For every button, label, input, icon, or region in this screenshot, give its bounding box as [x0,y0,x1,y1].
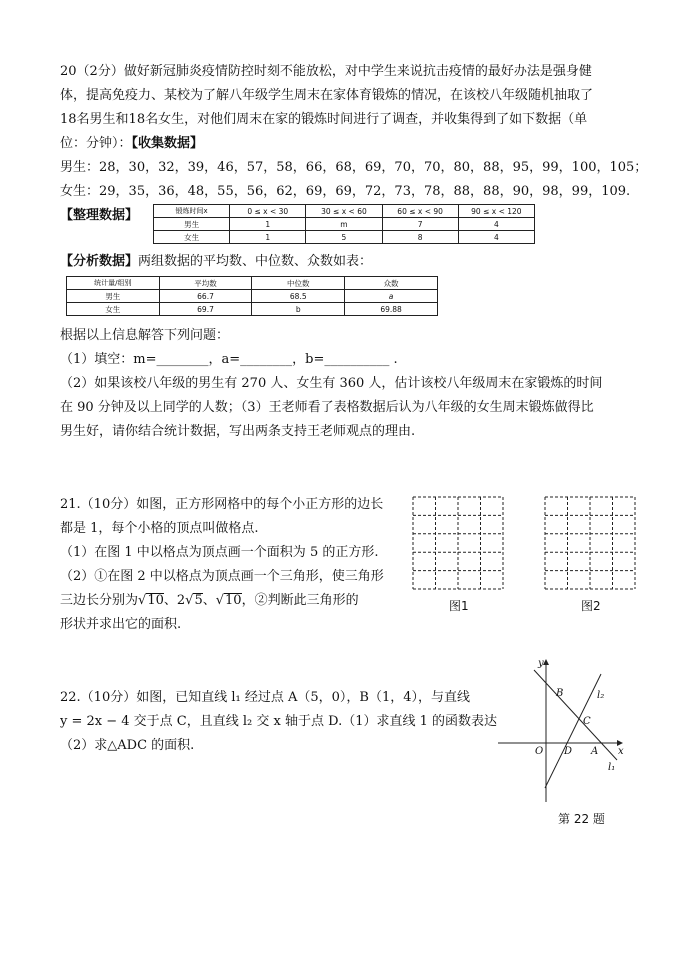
q22-line-3: （2）求△ADC 的面积. [60,738,195,753]
q21-line-6: 形状并求出它的面积. [60,617,182,632]
coordinate-figure [496,652,631,804]
point-d-label: D [564,746,573,757]
q20-part2-line1: （2）如果该校八年级的男生有 270 人、女生有 360 人，估计该校八年级周末在家锻炼的时间 [60,376,603,391]
y-axis-label: y [538,658,544,669]
organize-data-label: 【整理数据】 [60,208,139,223]
stats-cell: 69.7 [159,303,252,316]
stats-cell: 68.5 [252,290,345,303]
q20-part2-line3: 男生好，请你结合统计数据，写出两条支持王老师观点的理由. [60,424,416,439]
q21-line-2: 都是 1，每个小格的顶点叫做格点. [60,521,259,536]
x-axis-label: x [618,746,624,757]
freq-cell: 4 [458,231,534,244]
answer-intro: 根据以上信息解答下列问题： [60,328,230,343]
statistics-table [66,276,438,316]
freq-cell: 5 [306,231,382,244]
grid-figure-1 [412,496,504,590]
q21-line-1: 21.（10分）如图，正方形网格中的每个小正方形的边长 [60,497,384,512]
origin-label: O [535,746,544,757]
stats-cell: 男生 [67,290,160,303]
q21-sep-1: 、2 [163,593,186,608]
q21-line-3: （1）在图 1 中以格点为顶点画一个面积为 5 的正方形. [60,545,379,560]
freq-cell: 1 [230,231,306,244]
radicand-3: 10 [225,593,242,608]
figure-2-caption: 图2 [581,599,601,613]
analyze-line [60,254,372,270]
q20-part2-line2: 在 90 分钟及以上同学的人数；（3）王老师看了表格数据后认为八年级的女生周末锻炼做得比 [60,400,594,415]
freq-cell: 1 [230,218,306,231]
point-b-label: B [556,688,564,699]
freq-cell: 女生 [154,231,230,244]
stats-cell: b [252,303,345,316]
stats-cell: a [345,290,438,303]
collect-data-label: 【收集数据】 [131,136,204,151]
q21-sides-suffix: ，②判断此三角形的 [241,593,359,608]
q20-line-2: 体，提高免疫力、某校为了解八年级学生周末在家体育锻炼的情况，在该校八年级随机抽取了 [60,88,594,103]
q22-line-1: 22.（10分）如图，已知直线 l₁ 经过点 A（5，0），B（1，4），与直线 [60,690,471,705]
radicand-2: 5 [194,593,203,608]
freq-cell: 8 [382,231,458,244]
point-c-label: C [583,716,591,727]
q21-sides-prefix: 三边长分别为 [60,593,139,608]
frequency-table [153,204,535,244]
grid-figure-2 [544,496,636,590]
freq-cell: m [306,218,382,231]
q22-line-2: y = 2x − 4 交于点 C，且直线 l₂ 交 x 轴于点 D.（1）求直线 1 的函数表达 [60,714,498,729]
l2-label: l₂ [597,690,605,701]
freq-cell: 4 [458,218,534,231]
stats-cell: 66.7 [159,290,252,303]
stats-cell: 69.88 [345,303,438,316]
q20-line-4 [60,136,203,152]
q21-sep-2: 、 [202,593,216,608]
girls-data-line: 女生：29，35，36，48，55，56，62，69，69，72，73，78，88，88，90，98，99，109. [60,184,631,199]
l1-label: l₁ [608,762,616,773]
freq-header-cell: 锻炼时间x [154,205,230,218]
freq-header-cell: 30 ≤ x < 60 [306,205,382,218]
freq-cell: 7 [382,218,458,231]
stats-header-cell: 众数 [345,277,438,290]
analyze-data-label: 【分析数据】 [60,254,139,269]
stats-header-cell: 中位数 [252,277,345,290]
analyze-text: 两组数据的平均数、中位数、众数如表： [138,254,373,269]
boys-data-line: 男生：28，30，32，39，46，57，58，66，68，69，70，70，80，88，95，99，100，105； [60,160,648,175]
q21-line-4: （2）①在图 2 中以格点为顶点画一个三角形，使三角形 [60,569,384,584]
q20-line-3: 18名男生和18名女生，对他们周末在家的锻炼时间进行了调查，并收集得到了如下数据（单 [60,112,588,127]
radicand-1: 10 [147,593,164,608]
q20-part1: （1）填空：m=________，a=________，b=__________ . [60,352,398,367]
figure-22-caption: 第 22 题 [558,812,605,826]
figure-1-caption: 图1 [449,599,469,613]
stats-header-cell: 平均数 [159,277,252,290]
q20-unit-text: 位：分钟）： [60,136,132,151]
q20-line-1: 20（2分）做好新冠肺炎疫情防控时刻不能放松，对中学生来说抗击疫情的最好办法是强身健 [60,64,592,79]
stats-cell: 女生 [67,303,160,316]
stats-header-cell: 统计量/组别 [67,277,160,290]
freq-cell: 男生 [154,218,230,231]
point-a-label: A [591,746,599,757]
freq-header-cell: 0 ≤ x < 30 [230,205,306,218]
freq-header-cell: 90 ≤ x < 120 [458,205,534,218]
freq-header-cell: 60 ≤ x < 90 [382,205,458,218]
q21-line-5: 三边长分别为√10、2√5、√10，②判断此三角形的 [60,593,359,608]
